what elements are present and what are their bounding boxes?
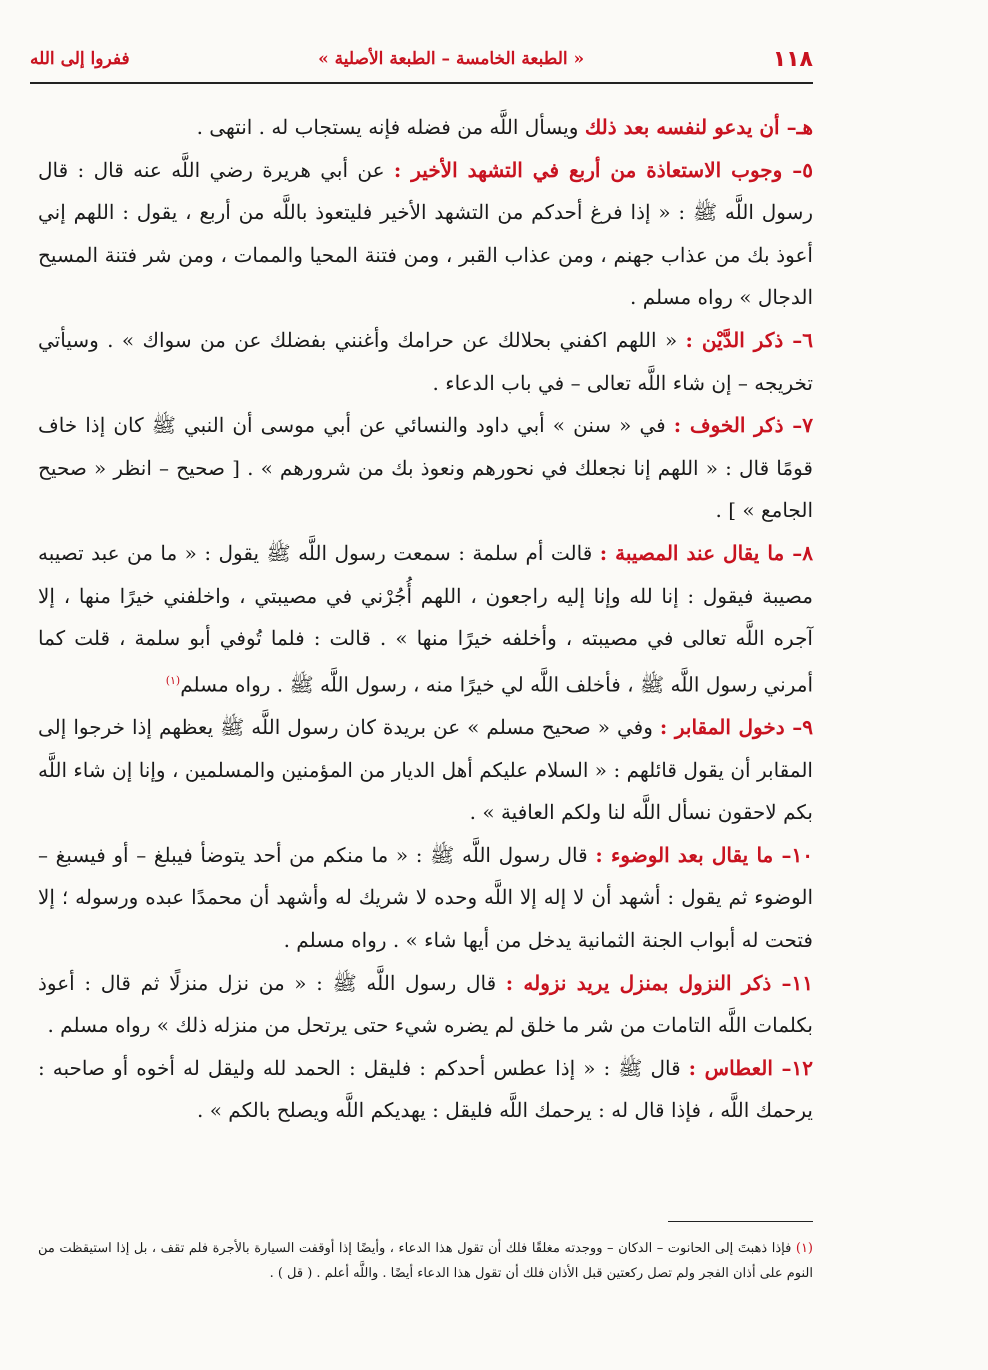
paragraph <box>38 962 813 1047</box>
paragraph-text: قال رسول اللَّه ﷺ : « ما منكم من أحد يتوضأ فيبلغ – أو فيسبغ – الوضوء ثم يقول : أشهد أن لا إله إلا اللَّه وحده لا شريك له وأشهد أن محمدًا عبده ورسوله ؛ إلا فتحت له أبواب الجنة الثمانية يدخل من أيها شاء » . رواه مسلم . <box>38 842 813 952</box>
paragraph <box>38 319 813 404</box>
footnote <box>38 1236 813 1286</box>
section-heading: ٧– ذكر الخوف : <box>673 413 814 438</box>
section-heading: ١١– ذكر النزول بمنزل يريد نزوله : <box>505 970 813 995</box>
header-divider <box>30 82 813 84</box>
paragraph <box>38 404 813 532</box>
paragraph-text: قال ﷺ : « إذا عطس أحدكم : فليقل : الحمد لله وليقل له أخوه أو صاحبه : يرحمك اللَّه ، فإذا قال له : يرحمك اللَّه فليقل : يهديكم اللَّه ويصلح بالكم » . <box>38 1055 813 1123</box>
section-heading: ٩– دخول المقابر : <box>659 714 813 739</box>
page-number: ١١٨ <box>772 46 813 72</box>
section-heading: ٨– ما يقال عند المصيبة : <box>599 540 813 565</box>
book-title: ففروا إلى الله <box>30 49 130 69</box>
section-heading: ١٠– ما يقال بعد الوضوء : <box>595 842 813 867</box>
paragraph-text: « اللهم اكفني بحلالك عن حرامك وأغنني بفضلك عن من سواك » . وسيأتي تخريجه – إن شاء اللَّه تعالى – في باب الدعاء . <box>38 327 813 395</box>
paragraph-text: قال رسول اللَّه ﷺ : « من نزل منزلًا ثم قال : أعوذ بكلمات اللَّه التامات من شر ما خلق لم يضره شيء حتى يرتحل من منزله ذلك » رواه مسلم . <box>38 970 813 1038</box>
paragraph <box>38 1047 813 1132</box>
footnote-divider <box>668 1221 813 1222</box>
section-heading: ١٢– العطاس : <box>688 1055 813 1080</box>
paragraph <box>38 106 813 149</box>
paragraph <box>38 149 813 319</box>
paragraph-text: قالت أم سلمة : سمعت رسول اللَّه ﷺ يقول : « ما من عبد تصيبه مصيبة فيقول : إنا لله وإنا إليه راجعون ، اللهم أُجُرْني في مصيبتي ، واخلفني خيرًا منها ، إلا آجره اللَّه تعالى في مصيبته ، وأخلفه خيرًا منها » . قالت : فلما تُوفي أبو سلمة ، قلت كما أمرني رسول اللَّه ﷺ ، فأخلف اللَّه لي خيرًا منه ، رسول اللَّه ﷺ . رواه مسلم <box>38 540 813 697</box>
paragraph-text: وفي « صحيح مسلم » عن بريدة كان رسول اللَّه ﷺ يعظهم إذا خرجوا إلى المقابر أن يقول قائلهم : « السلام عليكم أهل الديار من المؤمنين والمسلمين ، وإنا إن شاء اللَّه بكم لاحقون نسأل اللَّه لنا ولكم العافية » . <box>38 714 813 825</box>
footnote-text: فإذا ذهبتَ إلى الحانوت – الدكان – ووجدته مغلقًا فلك أن تقول هذا الدعاء ، وأيضًا إذا أوقفت السيارة بالأجرة فلم تقف ، بل إذا استيقظت من النوم على أذان الفجر ولم تصل ركعتين قبل الأذان فلك أن تقول هذا الدعاء أيضًا . واللَّه أعلم . ( قل ) . <box>38 1241 813 1281</box>
section-heading: هـ– أن يدعو لنفسه بعد ذلك <box>584 115 813 139</box>
paragraph <box>38 706 813 834</box>
paragraph <box>38 532 813 706</box>
edition-title: « الطبعة الخامسة – الطبعة الأصلية » <box>318 49 585 69</box>
main-text <box>38 106 813 1132</box>
paragraph <box>38 834 813 962</box>
footnotes <box>38 1236 813 1286</box>
paragraph-text: عن أبي هريرة رضي اللَّه عنه قال : قال رسول اللَّه ﷺ : « إذا فرغ أحدكم من التشهد الأخير فليتعوذ باللَّه من أربع ، يقول : اللهم إني أعوذ بك من عذاب جهنم ، ومن عذاب القبر ، ومن فتنة المحيا والممات ، ومن شر فتنة المسيح الدجال » رواه مسلم . <box>38 157 813 310</box>
footnote-reference[interactable]: (١) <box>165 673 181 687</box>
paragraph-text: ويسأل اللَّه من فضله فإنه يستجاب له . انتهى . <box>196 115 585 139</box>
paragraph-text: في « سنن » أبي داود والنسائي عن أبي موسى أن النبي ﷺ كان إذا خاف قومًا قال : « اللهم إنا نجعلك في نحورهم ونعوذ بك من شرورهم » . [ صحيح – انظر « صحيح الجامع » ] . <box>38 413 813 523</box>
page-header <box>30 40 813 78</box>
footnote-number: (١) <box>795 1241 813 1256</box>
section-heading: ٥– وجوب الاستعاذة من أربع في التشهد الأخير : <box>393 157 814 182</box>
section-heading: ٦– ذكر الدَّيْن : <box>685 327 813 352</box>
